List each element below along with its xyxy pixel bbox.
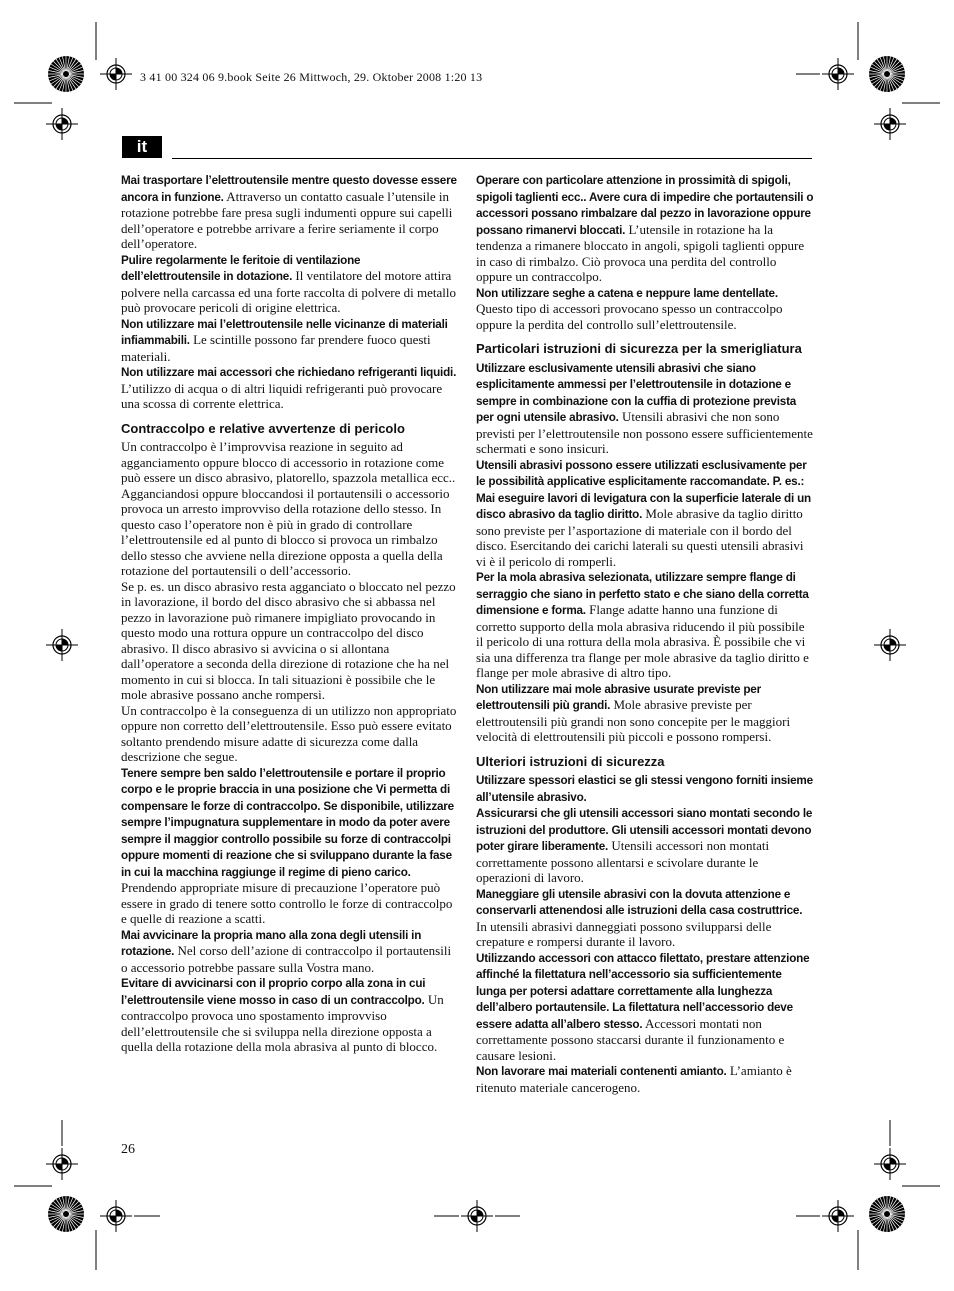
file-info-header: 3 41 00 324 06 9.book Seite 26 Mittwoch, 29. Oktober 2008 1:20 13 [140,70,483,84]
paragraph: Maneggiare gli utensile abrasivi con la dovuta attenzione e conservarli attenendosi alle istruzioni della casa costruttrice. In utensili abrasivi danneggiati possono svilupparsi delle crepature e rompersi durante il lavoro. [476,887,803,949]
paragraph: Operare con particolare attenzione in prossimità di spigoli, spigoli taglienti ecc.. Avere cura di impedire che portautensili o accessori possano rimbalzare dal pezzo in lavorazione oppure possano rimanervi bloccati. L’utensile in rotazione ha la tendenza a rimanere bloccato in angoli, spigoli taglienti oppure in caso di rimbalzo. Ciò provoca una perdita del controllo oppure un contraccolpo. [476,174,814,284]
paragraph: Utilizzare esclusivamente utensili abrasivi che siano esplicitamente ammessi per l’elettroutensile in dotazione e sempre in combinazione con la cuffia di protezione prevista per ogni utensile abrasivo. Utensili abrasivi che non sono previsti per l’elettroutensile non possono essere sufficientemente schermati e sono insicuri. [476,361,813,456]
paragraph: Un contraccolpo è l’improvvisa reazione in seguito ad agganciamento oppure blocco di accessorio in rotazione come può essere un disco abrasivo, platorello, spazzola metallica ecc.. Agganciandosi oppure bloccandosi il portautensili o accessorio provoca un arresto improvviso della rotazione dello stesso. In questo caso l’operatore non è più in grado di controllare l’elettroutensile ed al punto di blocco si provoca un rimbalzo dello stesso che avviene nella direzione opposta a quella della rotazione del portautensili o dell’accessorio. [121,439,456,578]
paragraph: Non utilizzare mai accessori che richiedano refrigeranti liquidi. L’utilizzo di acqua o di altri liquidi refrigeranti può provocare una scossa di corrente elettrica. [121,366,457,411]
paragraph: Utilizzando accessori con attacco filettato, prestare attenzione affinché la filettatura nell’accessorio sia sufficientemente lunga per potersi adattare correttamente alla lunghezza dell’albero portautensile. La filettatura nell’accessorio deve essere adatta all’albero stesso. Accessori montati non correttamente possono staccarsi durante il funzionamento e causare lesioni. [476,951,810,1063]
paragraph: Utilizzare spessori elastici se gli stessi vengono forniti insieme all’utensile abrasivo. [476,774,813,804]
paragraph: Mai avvicinare la propria mano alla zona degli utensili in rotazione. Nel corso dell’azione di contraccolpo il portautensili o accessorio potrebbe passare sulla Vostra mano. [121,928,452,975]
paragraph: Assicurarsi che gli utensili accessori siano montati secondo le istruzioni del produttore. Gli utensili accessori montati devono poter girare liberamente. Utensili accessori non montati correttamente possono allentarsi e scivolare durante le operazioni di lavoro. [476,807,813,885]
right-column [476,172,814,1095]
page-number: 26 [121,1142,135,1157]
left-column [121,172,457,1055]
header-rule [172,158,812,159]
paragraph: Non lavorare mai materiali contenenti amianto. L’amianto è ritenuto materiale cancerogeno. [476,1063,792,1095]
paragraph: Mai trasportare l’elettroutensile mentre questo dovesse essere ancora in funzione. Attraverso un contatto casuale l’utensile in rotazione potrebbe fare presa sugli indumenti oppure sui capelli dell’operatore e potrebbe arrivare a ferire seriamente il corpo dell’operatore. [121,174,457,251]
paragraph: Non utilizzare seghe a catena e neppure lame dentellate. Questo tipo di accessori provocano spesso un contraccolpo oppure la perdita del controllo sull’elettroutensile. [476,286,783,332]
paragraph: Evitare di avvicinarsi con il proprio corpo alla zona in cui l’elettroutensile viene mosso in caso di un contraccolpo. Un contraccolpo provoca uno spostamento improvviso dell’elettroutensile che si sviluppa nella direzione opposta a quella della rotazione della mola abrasiva al punto di blocco. [121,977,444,1054]
paragraph: Pulire regolarmente le feritoie di ventilazione dell’elettroutensile in dotazione. Il ventilatore del motore attira polvere nella carcassa ed una forte raccolta di polvere di metallo può provocare pericoli di origine elettrica. [121,253,456,315]
language-badge: it [122,136,162,158]
paragraph: Utensili abrasivi possono essere utilizzati esclusivamente per le possibilità applicative esplicitamente raccomandate. P. es.: Mai eseguire lavori di levigatura con la superficie laterale di un disco abrasivo da taglio diritto. Mole abrasive da taglio diritto sono previste per l’asportazione di materiale con il bordo del disco. Esercitando dei carichi laterali su questi utensili abrasivi vi è il pericolo di romperli. [476,458,811,569]
paragraph: Non utilizzare mai l’elettroutensile nelle vicinanze di materiali infiammabili. Le scintille possono far prendere fuoco questi materiali. [121,317,448,364]
section-heading: Particolari istruzioni di sicurezza per la smerigliatura [476,341,802,356]
paragraph: Se p. es. un disco abrasivo resta agganciato o bloccato nel pezzo in lavorazione, il bordo del disco abrasivo che si abbassa nel pezzo in lavorazione può rimanere impigliato provocando in questo modo una rottura oppure un contraccolpo del disco abrasivo. Il disco abrasivo si avvicina o si allontana dall’operatore a seconda della direzione di rotazione che ha nel momento in cui si blocca. In tali situazioni è possibile che le mole abrasive possano anche rompersi. [121,578,456,702]
paragraph: Per la mola abrasiva selezionata, utilizzare sempre flange di serraggio che siano in perfetto stato e che siano della corretta dimensione e forma. Flange adatte hanno una funzione di corretto supporto della mola abrasiva riducendo il più possibile il pericolo di una rottura della mola abrasiva. È possibile che vi sia una differenza tra flange per mole abrasive da taglio diritto e flange per mole abrasive di altro tipo. [476,571,809,680]
paragraph: Tenere sempre ben saldo l’elettroutensile e portare il proprio corpo e le proprie braccia in una posizione che Vi permetta di compensare le forze di contraccolpo. Se disponibile, utilizzare sempre l’impugnatura supplementare in modo da poter avere sempre il maggior controllo possibile su forze di contraccolpi oppure momenti di reazione che si sviluppano durante la fase in cui la macchina raggiunge il regime di pieno carico. Prendendo appropriate misure di precauzione l’operatore può essere in grado di tenere sotto controllo le forze di contraccolpo e quelle di reazione a scatti. [121,766,454,926]
paragraph: Non utilizzare mai mole abrasive usurate previste per elettroutensili più grandi. Mole abrasive previste per elettroutensili più grandi non sono concepite per le maggiori velocità di elettroutensili più piccoli e possono rompersi. [476,682,791,744]
paragraph: Un contraccolpo è la conseguenza di un utilizzo non appropriato oppure non corretto dell’elettroutensile. Esso può essere evitato soltanto prendendo misure adatte di sicurezza come dalla descrizione che segue. [121,702,457,764]
section-heading: Contraccolpo e relative avvertenze di pericolo [121,420,405,436]
section-heading: Ulteriori istruzioni di sicurezza [476,753,665,769]
